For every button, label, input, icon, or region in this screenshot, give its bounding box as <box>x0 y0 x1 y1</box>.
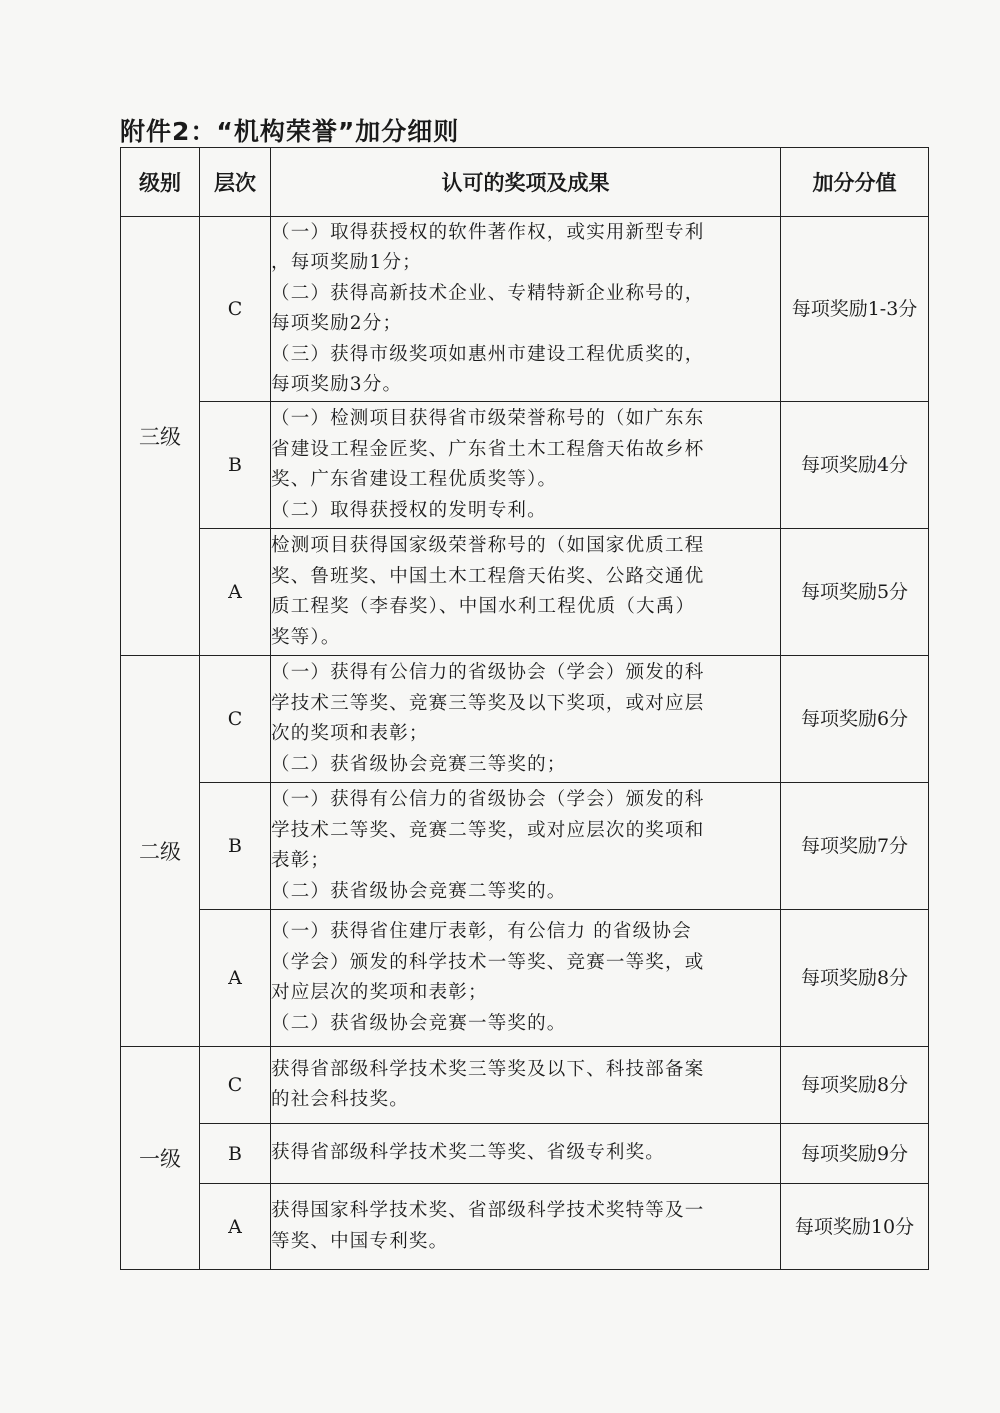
header-description: 认可的奖项及成果 <box>271 148 781 217</box>
score-cell: 每项奖励9分 <box>781 1124 929 1184</box>
description-cell <box>271 402 781 529</box>
description-line: 获得国家科学技术奖、省部级科学技术奖特等及一 <box>271 1200 705 1221</box>
description-line: 奖等）。 <box>271 626 341 648</box>
description-line: 省建设工程金匠奖、广东省土木工程詹天佑故乡杯 <box>271 438 705 460</box>
description-line: 奖、广东省建设工程优质奖等）。 <box>271 469 558 490</box>
description-line: ，每项奖励1分； <box>271 252 422 273</box>
description-line: （一）检测项目获得省市级荣誉称号的（如广东东 <box>271 408 705 429</box>
description-line: 质工程奖（李春奖）、中国水利工程优质（大禹） <box>271 596 696 617</box>
description-line: （一）获得省住建厅表彰，有公信力 的省级协会 <box>271 921 692 942</box>
honor-bonus-table <box>120 147 929 1270</box>
description-cell <box>271 217 781 402</box>
table-row <box>121 656 929 783</box>
level-cell: B <box>200 1124 271 1184</box>
level-cell: B <box>200 402 271 529</box>
grade-cell: 二级 <box>121 656 200 1047</box>
description-line: （一）取得获授权的软件著作权，或实用新型专利 <box>271 221 705 243</box>
score-cell: 每项奖励7分 <box>781 783 929 910</box>
description-line: 学技术三等奖、竞赛三等奖及以下奖项，或对应层 <box>271 692 705 714</box>
header-level: 层次 <box>200 148 271 217</box>
description-line: 次的奖项和表彰； <box>271 723 429 744</box>
description-cell <box>271 529 781 656</box>
description-cell <box>271 783 781 910</box>
description-line: 表彰； <box>271 850 331 871</box>
table-row <box>121 1047 929 1124</box>
score-cell: 每项奖励5分 <box>781 529 929 656</box>
table-row <box>121 1184 929 1270</box>
level-cell: C <box>200 1047 271 1124</box>
description-line: 获得省部级科学技术奖三等奖及以下、科技部备案 <box>271 1058 705 1080</box>
description-line: （二）取得获授权的发明专利。 <box>271 499 547 521</box>
description-line: 检测项目获得国家级荣誉称号的（如国家优质工程 <box>271 535 705 556</box>
level-cell: A <box>200 910 271 1047</box>
description-line: 获得省部级科学技术奖二等奖、省级专利奖。 <box>271 1142 666 1164</box>
score-cell: 每项奖励4分 <box>781 402 929 529</box>
score-cell: 每项奖励6分 <box>781 656 929 783</box>
description-cell <box>271 1047 781 1124</box>
page-title: 附件2：“机构荣誉”加分细则 <box>120 117 460 146</box>
description-line: 每项奖励2分； <box>271 313 403 334</box>
grade-cell: 三级 <box>121 217 200 656</box>
description-line: 对应层次的奖项和表彰； <box>271 982 488 1003</box>
level-cell: A <box>200 1184 271 1270</box>
table-row <box>121 217 929 402</box>
grade-cell: 一级 <box>121 1047 200 1270</box>
score-cell: 每项奖励8分 <box>781 910 929 1047</box>
description-line: （二）获省级协会竞赛三等奖的； <box>271 753 567 775</box>
description-line: 学技术二等奖、竞赛二等奖，或对应层次的奖项和 <box>271 819 705 841</box>
description-line: 每项奖励3分。 <box>271 374 403 395</box>
description-line: 的社会科技奖。 <box>271 1089 409 1110</box>
level-cell: C <box>200 656 271 783</box>
description-cell <box>271 1124 781 1184</box>
score-cell: 每项奖励8分 <box>781 1047 929 1124</box>
description-line: （三）获得市级奖项如惠州市建设工程优质奖的， <box>271 343 705 365</box>
description-line: （二）获省级协会竞赛二等奖的。 <box>271 880 567 902</box>
description-line: 等奖、中国专利奖。 <box>271 1230 449 1252</box>
description-line: 奖、鲁班奖、中国土木工程詹天佑奖、公路交通优 <box>271 565 705 587</box>
level-cell: A <box>200 529 271 656</box>
description-cell <box>271 1184 781 1270</box>
header-score: 加分分值 <box>781 148 929 217</box>
header-row <box>121 148 929 217</box>
table-row <box>121 783 929 910</box>
table-row <box>121 529 929 656</box>
description-line: （学会）颁发的科学技术一等奖、竞赛一等奖，或 <box>271 951 705 973</box>
header-grade: 级别 <box>121 148 200 217</box>
description-line: （二）获省级协会竞赛一等奖的。 <box>271 1012 567 1034</box>
table-row <box>121 402 929 529</box>
table-row <box>121 1124 929 1184</box>
description-line: （一）获得有公信力的省级协会（学会）颁发的科 <box>271 789 705 810</box>
level-cell: B <box>200 783 271 910</box>
score-cell: 每项奖励1-3分 <box>781 217 929 402</box>
table-row <box>121 910 929 1047</box>
level-cell: C <box>200 217 271 402</box>
score-cell: 每项奖励10分 <box>781 1184 929 1270</box>
description-line: （二）获得高新技术企业、专精特新企业称号的， <box>271 282 705 304</box>
description-cell <box>271 910 781 1047</box>
description-cell <box>271 656 781 783</box>
description-line: （一）获得有公信力的省级协会（学会）颁发的科 <box>271 662 705 683</box>
